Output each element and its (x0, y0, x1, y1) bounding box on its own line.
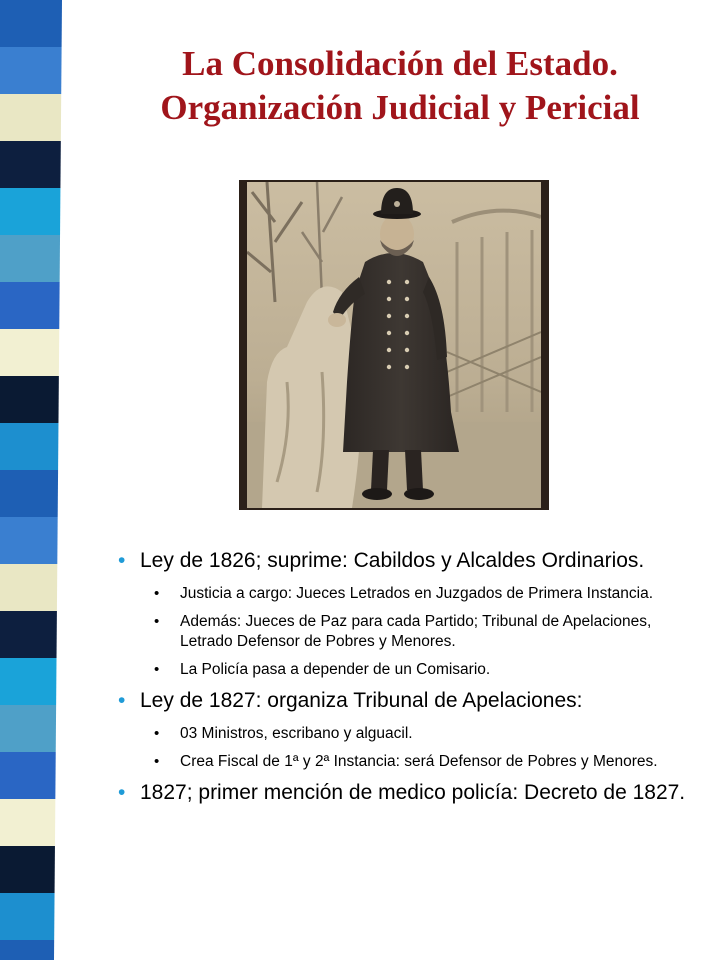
bullet-icon: • (154, 613, 160, 630)
stripe-segment (0, 188, 60, 235)
stripe-segment (0, 611, 57, 658)
stripe-segment (0, 329, 59, 376)
bullet-level2-item (154, 752, 698, 772)
historical-photo-policeman (239, 180, 549, 510)
stripe-segment (0, 423, 58, 470)
bullet-icon: • (154, 661, 160, 678)
bullet-icon: • (154, 753, 160, 770)
bullet-text: Además: Jueces de Paz para cada Partido; Tribunal de Apelaciones, Letrado Defensor de Pobres y Menores. (180, 613, 652, 650)
stripe-segment (0, 47, 62, 94)
bullet-icon: • (154, 725, 160, 742)
decorative-stripe-bar (0, 0, 72, 960)
bullet-level2-item (154, 660, 698, 680)
bullet-level1-item (118, 688, 698, 714)
bullet-level1-item (118, 780, 698, 806)
stripe-segment (0, 752, 56, 799)
stripe-segment (0, 705, 56, 752)
stripe-segment (0, 658, 57, 705)
stripe-segment (0, 940, 54, 960)
bullet-level2-item (154, 612, 698, 652)
stripe-segment (0, 376, 59, 423)
stripe-segment (0, 799, 55, 846)
stripe-segment (0, 564, 57, 611)
slide-title (90, 42, 710, 130)
stripe-segment (0, 846, 55, 893)
bullet-text: 03 Ministros, escribano y alguacil. (180, 725, 413, 742)
stripe-segment (0, 893, 55, 940)
stripe-segment (0, 0, 62, 47)
bullet-level1-item (118, 548, 698, 574)
slide-title-line-2: Organización Judicial y Pericial (160, 88, 640, 127)
bullet-icon: • (118, 781, 126, 804)
photo-illustration (247, 182, 541, 508)
slide-title-line-1: La Consolidación del Estado. (182, 44, 618, 83)
stripe-segment (0, 470, 58, 517)
bullet-level2-item (154, 724, 698, 744)
bullet-list (118, 548, 698, 816)
stripe-segment (0, 282, 60, 329)
stripe-segment (0, 141, 61, 188)
bullet-text: Crea Fiscal de 1ª y 2ª Instancia: será Defensor de Pobres y Menores. (180, 753, 658, 770)
stripe-segment (0, 94, 61, 141)
bullet-level2-item (154, 584, 698, 604)
stripe-segment (0, 517, 58, 564)
bullet-icon: • (118, 549, 126, 572)
stripe-segment (0, 235, 60, 282)
bullet-text: Ley de 1826; suprime: Cabildos y Alcaldes Ordinarios. (140, 549, 645, 572)
bullet-icon: • (118, 689, 126, 712)
bullet-text: Justicia a cargo: Jueces Letrados en Juzgados de Primera Instancia. (180, 585, 654, 602)
bullet-text: Ley de 1827: organiza Tribunal de Apelaciones: (140, 689, 583, 712)
bullet-text: 1827; primer mención de medico policía: Decreto de 1827. (140, 781, 686, 804)
bullet-text: La Policía pasa a depender de un Comisario. (180, 661, 491, 678)
bullet-icon: • (154, 585, 160, 602)
